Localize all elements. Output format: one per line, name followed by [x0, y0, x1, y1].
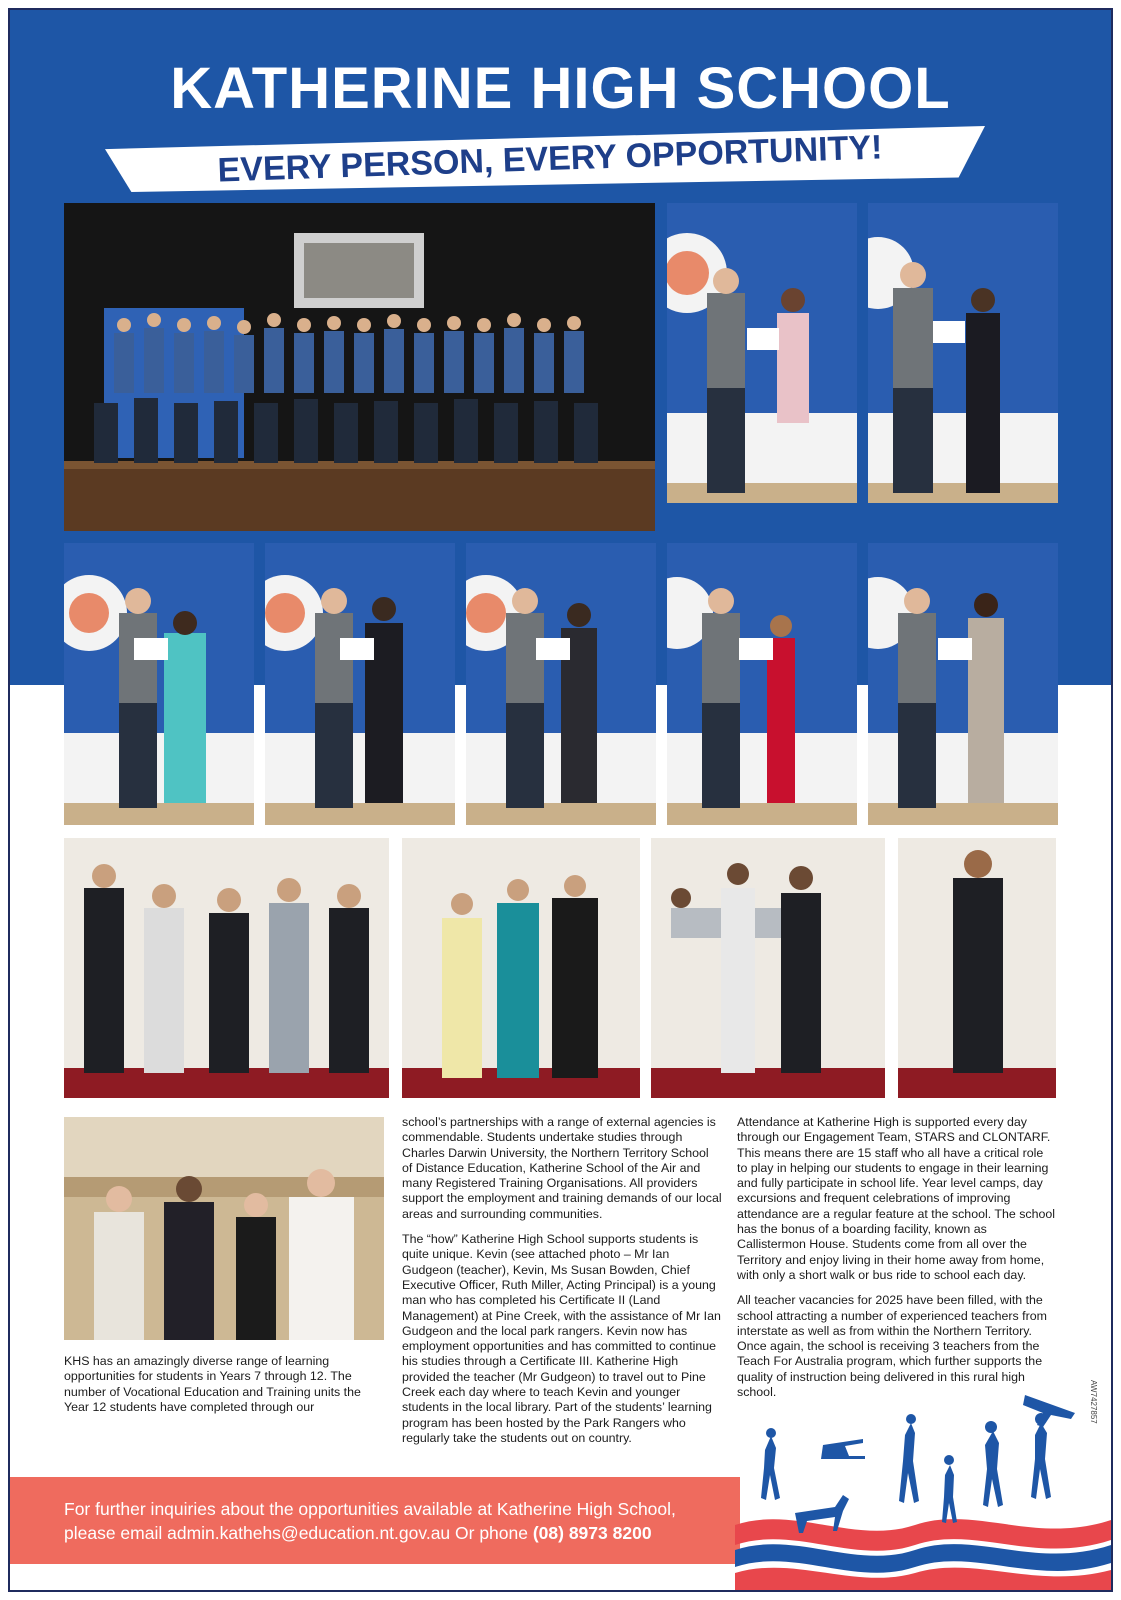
tagline: EVERY PERSON, EVERY OPPORTUNITY!	[216, 128, 883, 190]
page-title: KATHERINE HIGH SCHOOL	[170, 56, 951, 121]
page-border	[8, 8, 1113, 1592]
article-paragraph: The “how” Katherine High School supports students is quite unique. Kevin (see attached photo – Mr Ian Gudgeon (teacher), Kevin, Ms Susan Bowden, Chief Executive Officer, Ruth Miller, Acting Principal) is a young man who has completed his Certificate II (Land Management) at Pine Creek, with the assistance of Mr Ian Gudgeon and the local park rangers. Kevin now has employment opportunities and has committed to continue his studies through a Certificate III. Katherine High provided the teacher (Mr Gudgeon) to travel out to Pine Creek each day where to teach Kevin and younger students in the local library. Part of the students’ learning program has been hosted by the Park Rangers who regularly take the students out on country.	[402, 1232, 721, 1445]
article-paragraph: All teacher vacancies for 2025 have been filled, with the school attracting a number of experienced teachers from interstate as well as from within the Northern Territory. Once again, the school is receiving 3 teachers from the Teach For Australia program, which further supports the quality of instruction being delivered in this rural high school.	[737, 1293, 1047, 1400]
article-paragraph: KHS has an amazingly diverse range of learning opportunities for students in Years 7 through 12. The number of Vocational Education and Training units the Year 12 students have completed through our	[64, 1354, 361, 1414]
article-paragraph: school’s partnerships with a range of external agencies is commendable. Students undertake studies through Charles Darwin University, the Northern Territory School of Distance Education, Katherine School of the Air and many Registered Training Organisations. All providers support the employment and training demands of our local areas and surrounding communities.	[402, 1115, 722, 1221]
footer-email-text: please email admin.kathehs@education.nt.gov.au Or phone	[64, 1523, 533, 1543]
ad-code: AW7427857	[1089, 1380, 1098, 1424]
article-paragraph: Attendance at Katherine High is supported every day through our Engagement Team, STARS and CLONTARF. This means there are 15 staff who all have a critical role to play in helping our students to engage in their learning and fully participate in school life. Year level camps, day excursions and frequent celebrations of improving attendance are a regular feature at the school. The school has the bonus of a boarding facility, known as Callistermon House. Students come from all over the Territory and enjoy living in their home away from home, with only a short walk or bus ride to school each day.	[737, 1115, 1056, 1282]
footer-line-1: For further inquiries about the opportunities available at Katherine High School,	[64, 1499, 676, 1519]
footer-phone: (08) 8973 8200	[532, 1523, 652, 1543]
